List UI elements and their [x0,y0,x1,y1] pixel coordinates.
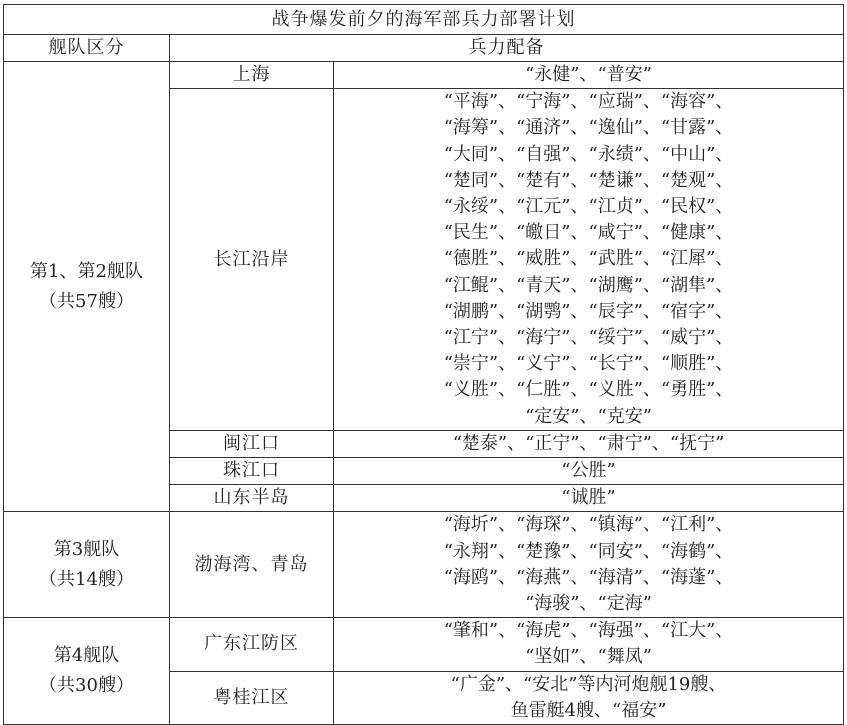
ship-line: “楚泰”、“正宁”、“肃宁”、“抚宁” [452,432,725,454]
ships-cell [334,458,844,485]
fleet-cell [4,618,170,725]
ships-cell [334,512,844,618]
ship-line: “诚胜” [561,487,616,509]
deployment-table [3,4,844,725]
fleet-cell [4,62,170,512]
ships-cell [334,618,844,671]
region-cell: 长江沿岸 [170,89,334,431]
header-force: 兵力配备 [170,35,844,62]
ship-line: “永翔”、“楚豫”、“同安”、“海鹤”、 [443,540,734,562]
fleet-name: 第3舰队 [53,538,120,560]
table-row [4,512,844,618]
ship-line: “大同”、“自强”、“永绩”、“中山”、 [443,143,734,165]
ships-cell [334,89,844,431]
region-cell: 粤桂江区 [170,671,334,724]
ships-cell [334,430,844,457]
ship-line: “楚同”、“楚有”、“楚谦”、“楚观”、 [443,169,734,191]
ship-line: “永绥”、“江元”、“江贞”、“民权”、 [443,196,734,218]
ship-line: “平海”、“宁海”、“应瑞”、“海容”、 [443,91,734,113]
ship-line: “海鸥”、“海燕”、“海清”、“海蓬”、 [443,566,734,588]
ship-line: “湖鹏”、“湖鹗”、“辰字”、“宿字”、 [443,300,734,322]
fleet-name: 第1、第2舰队 [30,260,143,282]
title-row [4,5,844,35]
header-row [4,35,844,62]
table-row [4,618,844,671]
region-cell: 山东半岛 [170,485,334,512]
fleet-count: （共30艘） [39,675,134,697]
fleet-name: 第4舰队 [53,645,120,667]
ship-line: “江鲲”、“青天”、“湖鹰”、“湖隼”、 [443,274,734,296]
ship-line: “永健”、“普安” [525,64,652,85]
region-cell: 闽江口 [170,430,334,457]
region-cell: 上海 [170,62,334,89]
fleet-count: （共14艘） [39,568,134,590]
ship-line: “崇宁”、“义宁”、“长宁”、“顺胜”、 [443,353,734,375]
fleet-cell [4,512,170,618]
fleet-count: （共57艘） [39,290,134,312]
table-title: 战争爆发前夕的海军部兵力部署计划 [4,5,844,35]
ship-line: “江宁”、“海宁”、“绥宁”、“威宁”、 [443,327,734,349]
table-row [4,62,844,89]
ship-line: “广金”、“安北”等内河炮舰19艘、 [450,673,727,695]
ship-line: “民生”、“皦日”、“咸宁”、“健康”、 [443,222,734,244]
region-cell: 广东江防区 [170,618,334,671]
ships-cell [334,62,844,89]
ship-line: “海圻”、“海琛”、“镇海”、“江利”、 [443,514,734,536]
ship-line: “海筹”、“通济”、“逸仙”、“甘露”、 [443,117,734,139]
ships-cell [334,485,844,512]
region-cell: 渤海湾、青岛 [170,512,334,618]
ship-line: “肇和”、“海虎”、“海强”、“江大”、 [443,620,734,642]
ship-line: “德胜”、“威胜”、“武胜”、“江犀”、 [443,248,734,270]
header-fleet: 舰队区分 [4,35,170,62]
ship-line: “海骏”、“定海” [525,593,652,615]
ship-line: “公胜” [561,460,616,482]
ship-line: “定安”、“克安” [525,405,652,427]
ship-line: “坚如”、“舞凤” [525,646,652,668]
ships-cell [334,671,844,724]
region-cell: 珠江口 [170,458,334,485]
ship-line: 鱼雷艇4艘、“福安” [510,699,667,721]
ship-line: “义胜”、“仁胜”、“义胜”、“勇胜”、 [443,379,734,401]
